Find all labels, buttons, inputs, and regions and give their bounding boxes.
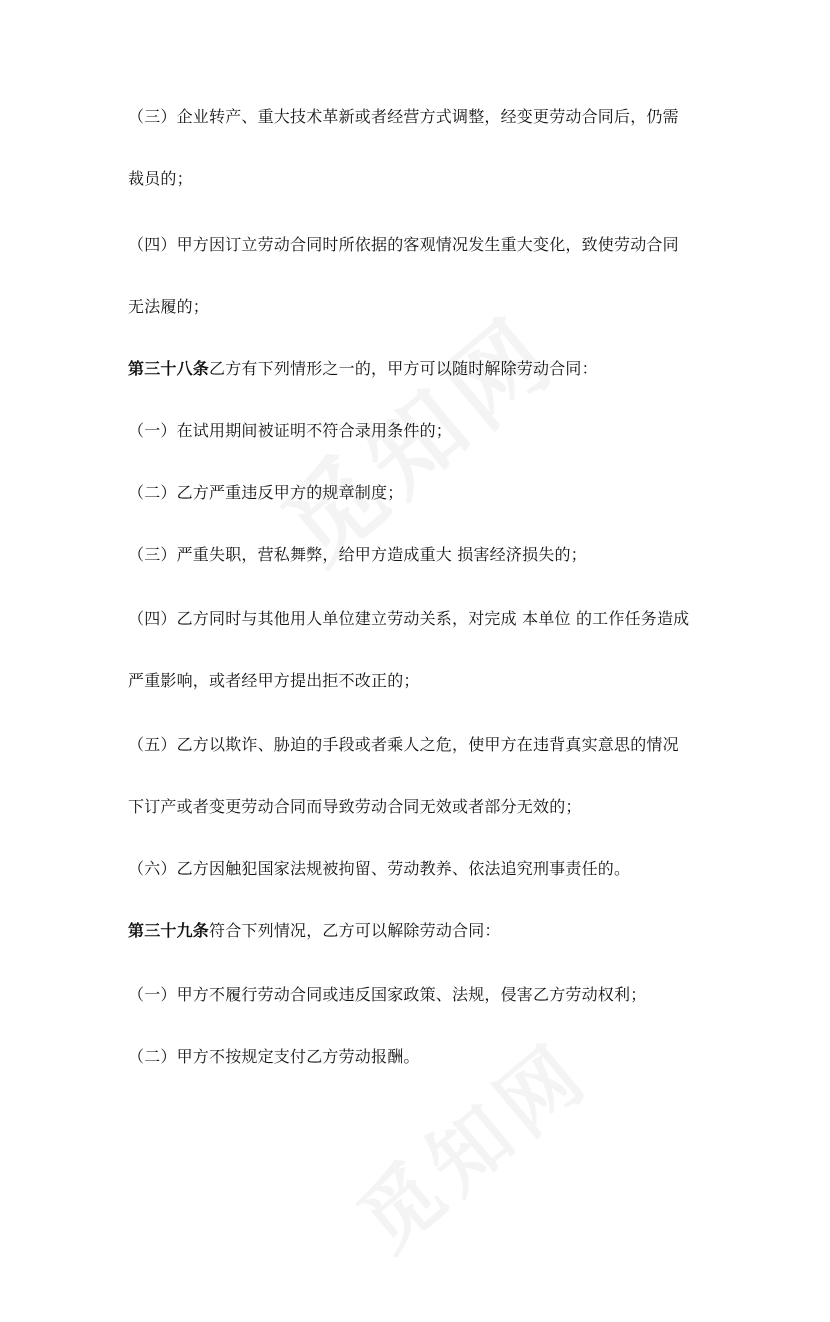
- paragraph-line: 下订产或者变更劳动合同而导致劳动合同无效或者部分无效的；: [128, 797, 582, 816]
- paragraph-line: （三）严重失职，营私舞弊，给甲方造成重大 损害经济损失的；: [128, 545, 587, 564]
- paragraph-line: （四）甲方因订立劳动合同时所依据的客观情况发生重大变化，致使劳动合同: [128, 235, 679, 254]
- article-number: 第三十九条: [128, 921, 210, 940]
- watermark: [330, 978, 691, 1322]
- paragraph-line: 裁员的；: [128, 169, 193, 188]
- article-number: 第三十八条: [128, 359, 210, 378]
- paragraph-line: （四）乙方同时与其他用人单位建立劳动关系，对完成 本单位 的工作任务造成: [128, 609, 690, 628]
- paragraph-line: 严重影响，或者经甲方提出拒不改正的；: [128, 671, 420, 690]
- paragraph-line: （五）乙方以欺诈、胁迫的手段或者乘人之危，使甲方在违背真实意思的情况: [128, 735, 679, 754]
- article-text: 符合下列情况，乙方可以解除劳动合同：: [209, 921, 501, 940]
- paragraph-line: （六）乙方因触犯国家法规被拘留、劳动教养、依法追究刑事责任的。: [128, 859, 631, 878]
- article-39-heading: [128, 920, 501, 942]
- watermark: [250, 278, 611, 622]
- article-38-heading: [128, 358, 598, 380]
- paragraph-line: （二）甲方不按规定支付乙方劳动报酬。: [128, 1047, 420, 1066]
- paragraph-line: （一）在试用期间被证明不符合录用条件的；: [128, 421, 453, 440]
- article-text: 乙方有下列情形之一的，甲方可以随时解除劳动合同：: [209, 359, 598, 378]
- paragraph-line: 无法履的；: [128, 297, 210, 316]
- paragraph-line: （一）甲方不履行劳动合同或违反国家政策、法规，侵害乙方劳动权利；: [128, 985, 647, 1004]
- paragraph-line: （三）企业转产、重大技术革新或者经营方式调整，经变更劳动合同后，仍需: [128, 107, 679, 126]
- paragraph-line: （二）乙方严重违反甲方的规章制度；: [128, 483, 404, 502]
